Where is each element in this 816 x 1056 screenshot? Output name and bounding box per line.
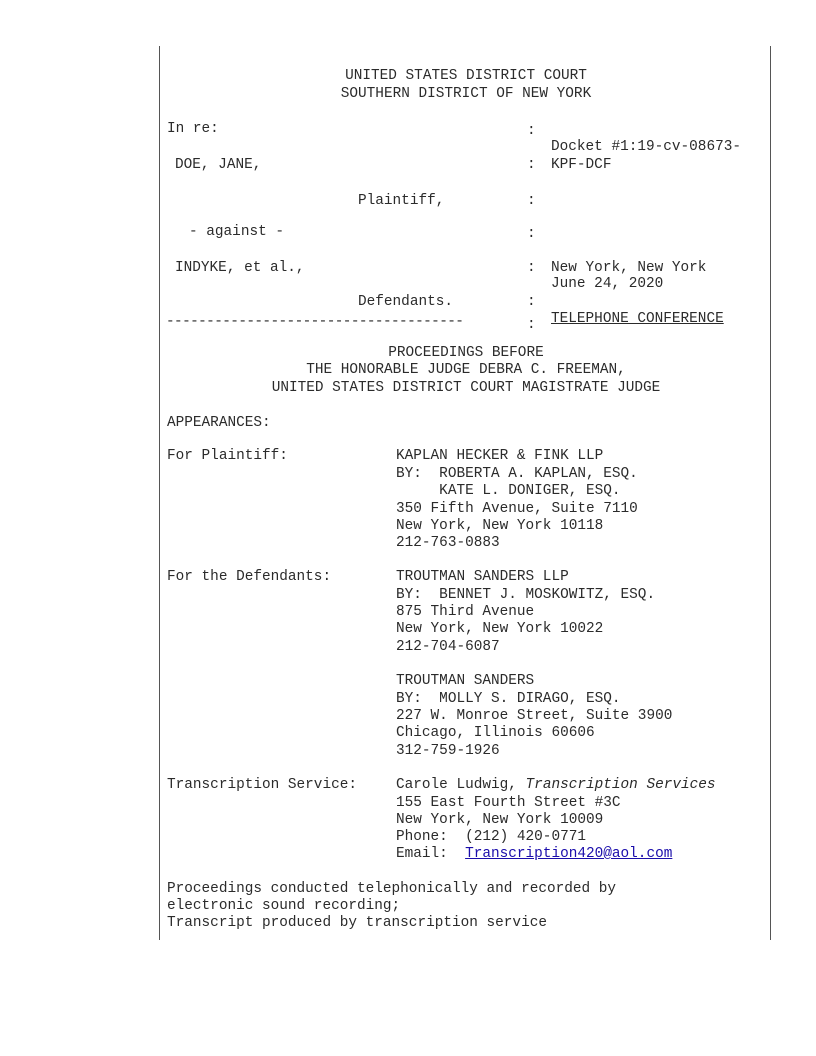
court-name: UNITED STATES DISTRICT COURT [345,68,587,84]
plaintiff-counsel-line: 350 Fifth Avenue, Suite 7110 [396,501,638,517]
proceeding-type: TELEPHONE CONFERENCE [551,311,724,327]
plaintiff-counsel-label: For Plaintiff: [167,448,288,464]
plaintiff-role: Plaintiff, [358,193,445,209]
right-margin-line [770,46,771,940]
defendant-role: Defendants. [358,294,453,310]
caption-colon: : [527,157,536,173]
footer-note-line1: Proceedings conducted telephonically and recorded by [167,881,617,897]
docket-number-line2: KPF-DCF [551,157,612,173]
left-margin-line [159,46,160,940]
plaintiff-counsel-line: New York, New York 10118 [396,518,604,534]
plaintiff-counsel-line: KAPLAN HECKER & FINK LLP [396,448,604,464]
footer-note-line3: Transcript produced by transcription service [167,915,547,931]
docket-number-line1: Docket #1:19-cv-08673- [551,139,741,155]
hearing-location: New York, New York [551,260,707,276]
transcriber-line [396,776,716,794]
email-link[interactable]: Transcription420@aol.com [465,846,673,862]
footer-note-line2: electronic sound recording; [167,898,401,914]
defendants-counsel-line: 875 Third Avenue [396,604,535,620]
defendants-counsel-line: BY: MOLLY S. DIRAGO, ESQ. [396,691,621,707]
defendants-counsel-line: Chicago, Illinois 60606 [396,725,595,741]
caption-colon: : [527,123,536,139]
caption-colon: : [527,193,536,209]
defendants-counsel-line: 227 W. Monroe Street, Suite 3900 [396,708,673,724]
caption-colon: : [527,317,536,333]
transcriber-name: Carole Ludwig, [396,777,526,793]
email-label: Email: [396,846,466,862]
defendants-counsel-line: 212-704-6087 [396,639,500,655]
defendants-counsel-label: For the Defendants: [167,569,332,585]
judge-title: UNITED STATES DISTRICT COURT MAGISTRATE JUDGE [271,380,661,396]
plaintiff-counsel-line: BY: ROBERTA A. KAPLAN, ESQ. [396,466,638,482]
defendants-counsel-line: BY: BENNET J. MOSKOWITZ, ESQ. [396,587,656,603]
defendants-counsel-line: TROUTMAN SANDERS [396,673,535,689]
transcription-address-line2: New York, New York 10009 [396,812,604,828]
appearances-heading: APPEARANCES: [167,415,271,431]
hearing-date: June 24, 2020 [551,276,664,292]
transcription-service-name: Transcription Services [525,777,716,793]
transcription-phone: Phone: (212) 420-0771 [396,829,586,845]
judge-name: THE HONORABLE JUDGE DEBRA C. FREEMAN, [306,362,626,378]
transcription-address-line1: 155 East Fourth Street #3C [396,795,621,811]
defendants-counsel-line: New York, New York 10022 [396,621,604,637]
caption-colon: : [527,260,536,276]
defendants-counsel-line: TROUTMAN SANDERS LLP [396,569,569,585]
defendant-name: INDYKE, et al., [175,260,305,276]
plaintiff-name: DOE, JANE, [175,157,262,173]
plaintiff-counsel-line: KATE L. DONIGER, ESQ. [396,483,621,499]
caption-divider: ------------------------------------- [166,314,464,330]
proceedings-before: PROCEEDINGS BEFORE [388,345,544,361]
against-label: - against - [189,224,284,240]
transcription-email-line [396,845,672,863]
in-re-label: In re: [167,121,219,137]
caption-colon: : [527,294,536,310]
transcription-service-label: Transcription Service: [167,777,357,793]
caption-colon: : [527,226,536,242]
court-district: SOUTHERN DISTRICT OF NEW YORK [340,86,592,102]
plaintiff-counsel-line: 212-763-0883 [396,535,500,551]
defendants-counsel-line: 312-759-1926 [396,743,500,759]
